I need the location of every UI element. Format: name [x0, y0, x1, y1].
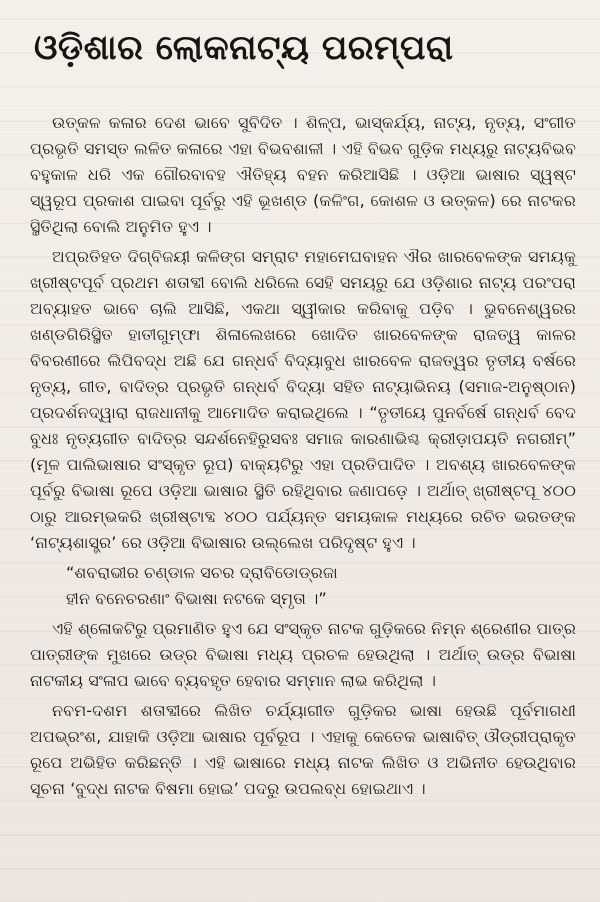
paragraph-charyagita: ନବମ-ଦଶମ ଶତାବ୍ଦୀରେ ଲିଖିତ ଚର୍ଯ୍ୟାଗୀତ ଗୁଡ଼ିକର ଭାଷା ହେଉଛି ପୂର୍ବମାଗଧୀ ଅପଭ୍ରଂଶ, ଯାହାକି ଓଡ଼ିଆ ଭାଷାର ପୂର୍ବରୂପ । ଏହାକୁ କେତେକ ଭାଷାବିତ୍ ଔଡ୍ରୀପ୍ରାକୃତ ରୂପେ ଅଭିହିତ କରିଛନ୍ତି । ଏହି ଭାଷାରେ ମଧ୍ୟ ନାଟକ ଲିଖିତ ଓ ଅଭିନୀତ ହେଉଥିବାର ସୂଚନା ‘ବୁଦ୍ଧ ନାଟକ ବିଷମା ହୋଇ’ ପଦରୁ ଉପଲବ୍ଧ ହୋଇଥାଏ । — [30, 701, 576, 798]
article-body — [30, 110, 576, 806]
verse-line-1: “ଶବରାଭୀର ଚଣ୍ଡାଳ ସଚର ଦ୍ରାବିଡୋଡ୍ରଜା — [66, 563, 338, 582]
paragraph-kharavela: ଅପ୍ରତିହତ ଦିଗ୍‌ବିଜୟୀ କଳିଙ୍ଗ ସମ୍ରାଟ ମହାମେଘବାହନ ଐର ଖାରବେଳଙ୍କ ସମୟକୁ ଖ୍ରୀଷ୍ଟପୂର୍ବ ପ୍ରଥମ ଶତାବ୍ଦୀ ବୋଲି ଧରିଲେ ସେହି ସମୟରୁ ଯେ ଓଡ଼ିଶାର ନାଟ୍ୟ ପରଂପରା ଅବ୍ୟାହତ ଭାବେ ଚାଲି ଆସିଛି, ଏକଥା ସ୍ୱୀକାର କରିବାକୁ ପଡ଼ିବ । ଭୁବନେଶ୍ୱରର ଖଣ୍ଡଗିରିସ୍ଥିତ ହାତୀଗୁମ୍ଫା ଶିଳାଲେଖରେ ଖୋଦିତ ଖାରବେଳଙ୍କ ରାଜତ୍ୱ କାଳର ବିବରଣୀରେ ଲିପିବଦ୍ଧ ଅଛି ଯେ ଗନ୍ଧର୍ବ ବିଦ୍ୟାବୁଧ ଖାରବେଳ ରାଜତ୍ୱର ତୃତୀୟ ବର୍ଷରେ ନୃତ୍ୟ, ଗୀତ, ବାଦିତ୍ର ପ୍ରଭୃତି ଗନ୍ଧର୍ବ ବିଦ୍ୟା ସହିତ ନାଟ୍ୟାଭିନୟ (ସମାଜ-ଅନୁଷ୍ଠାନ) ପ୍ରଦର୍ଶନଦ୍ୱାରା ରାଜଧାନୀକୁ ଆମୋଦିତ କରାଇଥିଲେ । “ତୃତୀୟେ ପୁନର୍ବର୍ଷେ ଗନ୍ଧର୍ବ ବେଦ ବୁଧଃ ନୃତ୍ୟଗୀତ ବାଦିତ୍ର ସନ୍ଦର୍ଶନେହିରୁସବଃ ସମାଜ କାରଣାଭିଶ୍ଚ କ୍ରୀଡ଼ାପୟତି ନଗରୀମ୍” (ମୂଳ ପାଲିଭାଷାର ସଂସ୍କୃତ ରୂପ) ବାକ୍ୟଟିରୁ ଏହା ପ୍ରତିପାଦିତ । ଅବଶ୍ୟ ଖାରବେଳଙ୍କ ପୂର୍ବରୁ ବିଭାଷା ରୂପେ ଓଡ଼ିଆ ଭାଷାର ସ୍ଥିତି ରହିଥିବାର ଜଣାପଡ଼େ । ଅର୍ଥାତ୍ ଖ୍ରୀଷ୍ଟପୂ ୪୦୦ ଠାରୁ ଆରମ୍ଭକରି ଖ୍ରୀଷ୍ଟାବ୍ଦ ୪୦୦ ପର୍ଯ୍ୟନ୍ତ ସମୟକାଳ ମଧ୍ୟରେ ରଚିତ ଭରତଙ୍କ ‘ନାଟ୍ୟଶାସ୍ତ୍ର’ ରେ ଓଡ଼ିଆ ବିଭାଷାର ଉଲ୍ଲେଖ ପରିଦୃଷ୍ଟ ହୁଏ । — [30, 247, 576, 552]
verse-quote — [30, 560, 576, 612]
paragraph-intro: ଉତ୍କଳ କଳାର ଦେଶ ଭାବେ ସୁବିଦିତ । ଶିଳ୍ପ, ଭାସ୍କର୍ଯ୍ୟ, ନାଟ୍ୟ, ନୃତ୍ୟ, ସଂଗୀତ ପ୍ରଭୃତି ସମସ୍ତ ଲଳିତ କଳାରେ ଏହା ବିଭବଶାଳୀ । ଏହି ବିଭବ ଗୁଡ଼ିକ ମଧ୍ୟରୁ ନାଟ୍ୟବିଭବ ବହୁକାଳ ଧରି ଏକ ଗୌରବାବହ ଐତିହ୍ୟ ବହନ କରିଆସିଛି । ଓଡ଼ିଆ ଭାଷାର ସ୍ୱଷ୍ଟ ସ୍ୱରୂପ ପ୍ରକାଶ ପାଇବା ପୂର୍ବରୁ ଏହି ଭୂଖଣ୍ଡ (କଳିଂଗ, କୋଶଳ ଓ ଉତ୍କଳ) ରେ ନାଟକର ସ୍ଥିତିଥିଲା ବୋଲି ଅନୁମିତ ହୁଏ । — [30, 113, 576, 236]
page-title: ଓଡ଼ିଶାର ଲୋକନାଟ୍ୟ ପରମ୍ପରା — [34, 28, 454, 68]
verse-line-2: ହୀନ ବନେଚରଣାଂ ବିଭାଷା ନଟକେ ସ୍ମୃତା ।” — [66, 589, 327, 608]
paragraph-verse-explanation: ଏହି ଶ୍ଳୋକଟିରୁ ପ୍ରମାଣିତ ହୁଏ ଯେ ସଂସ୍କୃତ ନାଟକ ଗୁଡ଼ିକରେ ନିମ୍ନ ଶ୍ରେଣୀର ପାତ୍ର ପାତ୍ରୀଙ୍କ ମୁଖରେ ଉଡ୍ର ବିଭାଷା ମଧ୍ୟ ପ୍ରଚଳ ହେଉଥିଲା । ଅର୍ଥାତ୍ ଉଡ୍ର ବିଭାଷା ନାଟକୀୟ ସଂଳାପ ଭାବେ ବ୍ୟବହୃତ ହେବାର ସମ୍ମାନ ଲାଭ କରିଥିଲା । — [30, 619, 576, 690]
